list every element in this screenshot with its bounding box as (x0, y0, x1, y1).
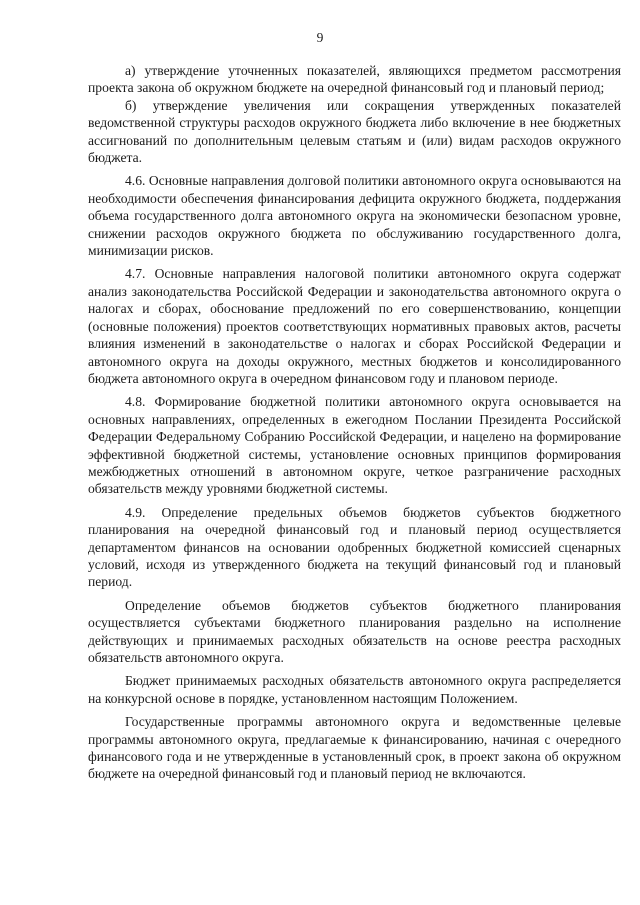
paragraph-state-programs: Государственные программы автономного округа и ведомственные целевые программы автономного округа, предлагаемые к финансированию, начиная с очередного финансового года и не утвержденные в установленный срок, в проект закона об окружном бюджете на очередной финансовый год и плановый период не включаются. (88, 714, 621, 782)
paragraph-4-6: 4.6. Основные направления долговой политики автономного округа основываются на необходимости обеспечения финансирования дефицита окружного бюджета, поддержания объема государственного долга автономного округа на экономически безопасном уровне, снижении расходов окружного бюджета по обслуживанию государственного долга, минимизации рисков. (88, 173, 621, 259)
paragraph-4-8: 4.8. Формирование бюджетной политики автономного округа основывается на основных направлениях, определенных в ежегодном Послании Президента Российской Федерации Федеральному Собранию Российской Федерации, и нацелено на формирование эффективной бюджетной системы, установление основных принципов формирования межбюджетных отношений в автономном округе, четкое разграничение расходных обязательств между уровнями бюджетной системы. (88, 394, 621, 497)
paragraph-item-b: б) утверждение увеличения или сокращения утвержденных показателей ведомственной структуры расходов окружного бюджета либо включение в нее бюджетных ассигнований по дополнительным целевым статьям и (или) видам расходов окружного бюджета. (88, 97, 621, 166)
paragraph-competitive-basis: Бюджет принимаемых расходных обязательств автономного округа распределяется на конкурсной основе в порядке, установленном настоящим Положением. (88, 673, 621, 706)
paragraph-4-7: 4.7. Основные направления налоговой политики автономного округа содержат анализ законодательства Российской Федерации и законодательства автономного округа о налогах и сборах, обоснование предложений по его совершенствованию, концепции (основные положения) проектов соответствующих нормативных правовых актов, расчеты влияния изменений в законодательстве о налогах и сборах Российской Федерации и автономного округа на доходы окружного, местных бюджетов и консолидированного бюджета автономного округа в очередном финансовом году и плановом периоде. (88, 266, 621, 386)
paragraph-budget-volumes: Определение объемов бюджетов субъектов бюджетного планирования осуществляется субъектами бюджетного планирования раздельно на исполнение действующих и принимаемых расходных обязательств на основе реестра расходных обязательств автономного округа. (88, 597, 621, 665)
document-body (88, 62, 621, 783)
paragraph-4-9: 4.9. Определение предельных объемов бюджетов субъектов бюджетного планирования на очередной финансовый год и плановый период осуществляется департаментом финансов на основании одобренных бюджетной комиссией сценарных условий, исходя из утвержденного бюджета на текущий финансовый год и плановый период. (88, 504, 621, 590)
paragraph-item-a: а) утверждение уточненных показателей, являющихся предметом рассмотрения проекта закона об окружном бюджете на очередной финансовый год и плановый период; (88, 63, 621, 96)
page-number: 9 (316, 30, 324, 45)
